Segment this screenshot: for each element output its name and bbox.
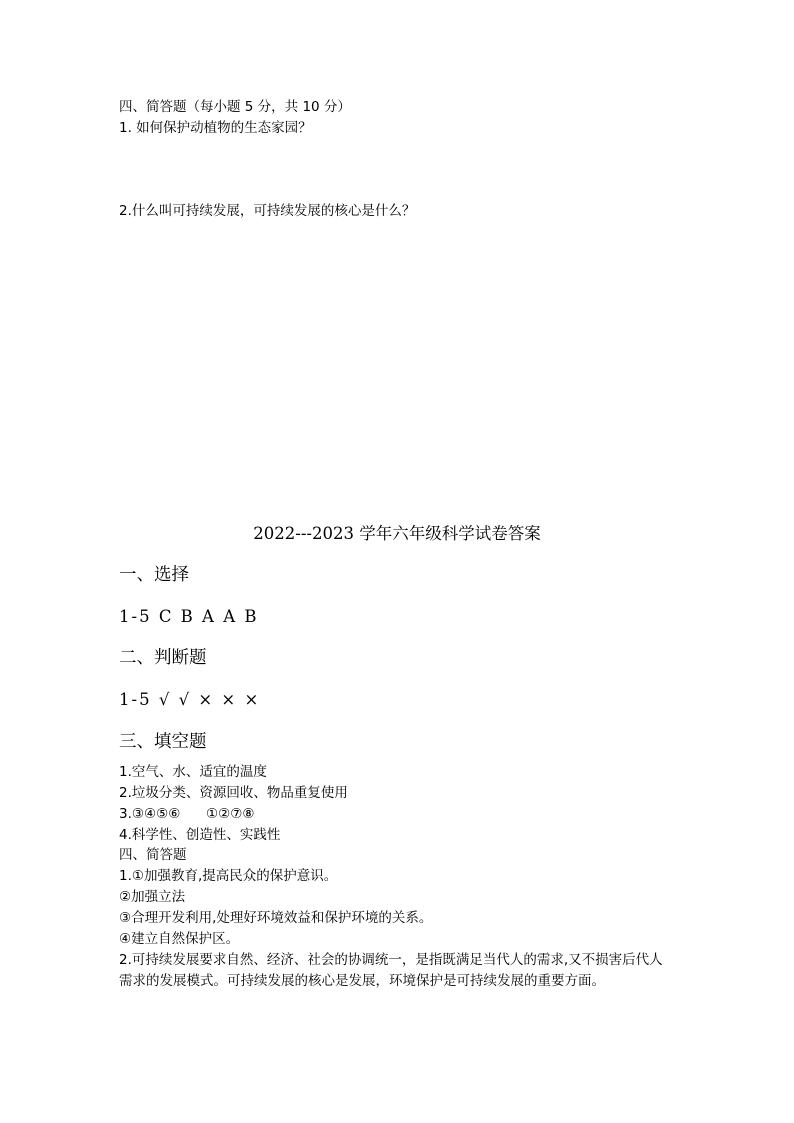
fill-answer-3: 3.③④⑤⑥ ①②⑦⑧: [119, 806, 255, 822]
short-answer-1b: ②加强立法: [119, 889, 186, 905]
short-answer-1c: ③合理开发利用,处理好环境效益和保护环境的关系。: [119, 910, 433, 926]
short-answer-2-line-2: 需求的发展模式。可持续发展的核心是发展，环境保护是可持续发展的重要方面。: [119, 973, 605, 989]
fill-answer-4: 4.科学性、创造性、实践性: [119, 827, 281, 843]
short-answer-1a: 1.①加强教育,提高民众的保护意识。: [119, 868, 338, 884]
short-answer-heading: 四、简答题（每小题 5 分，共 10 分）: [119, 99, 351, 115]
section-judge-heading: 二、判断题: [119, 648, 207, 668]
question-1: 1. 如何保护动植物的生态家园？: [119, 120, 312, 136]
answer-key-title: 2022---2023 学年六年级科学试卷答案: [253, 524, 541, 543]
short-answer-2-line-1: 2.可持续发展要求自然、经济、社会的协调统一，是指既满足当代人的需求,又不损害后代人: [119, 952, 663, 968]
fill-answer-1: 1.空气、水、适宜的温度: [119, 764, 267, 780]
question-2: 2.什么叫可持续发展，可持续发展的核心是什么？: [119, 203, 416, 219]
section-choice-heading: 一、选择: [119, 565, 189, 585]
short-answer-1d: ④建立自然保护区。: [119, 931, 240, 947]
section-short-heading: 四、简答题: [119, 847, 187, 863]
fill-answer-2: 2.垃圾分类、资源回收、物品重复使用: [119, 785, 348, 801]
section-choice-answer: 1-5 C B A A B: [119, 607, 259, 626]
section-judge-answer: 1-5 √ √ × × ×: [119, 690, 261, 709]
section-fill-heading: 三、填空题: [119, 732, 207, 752]
